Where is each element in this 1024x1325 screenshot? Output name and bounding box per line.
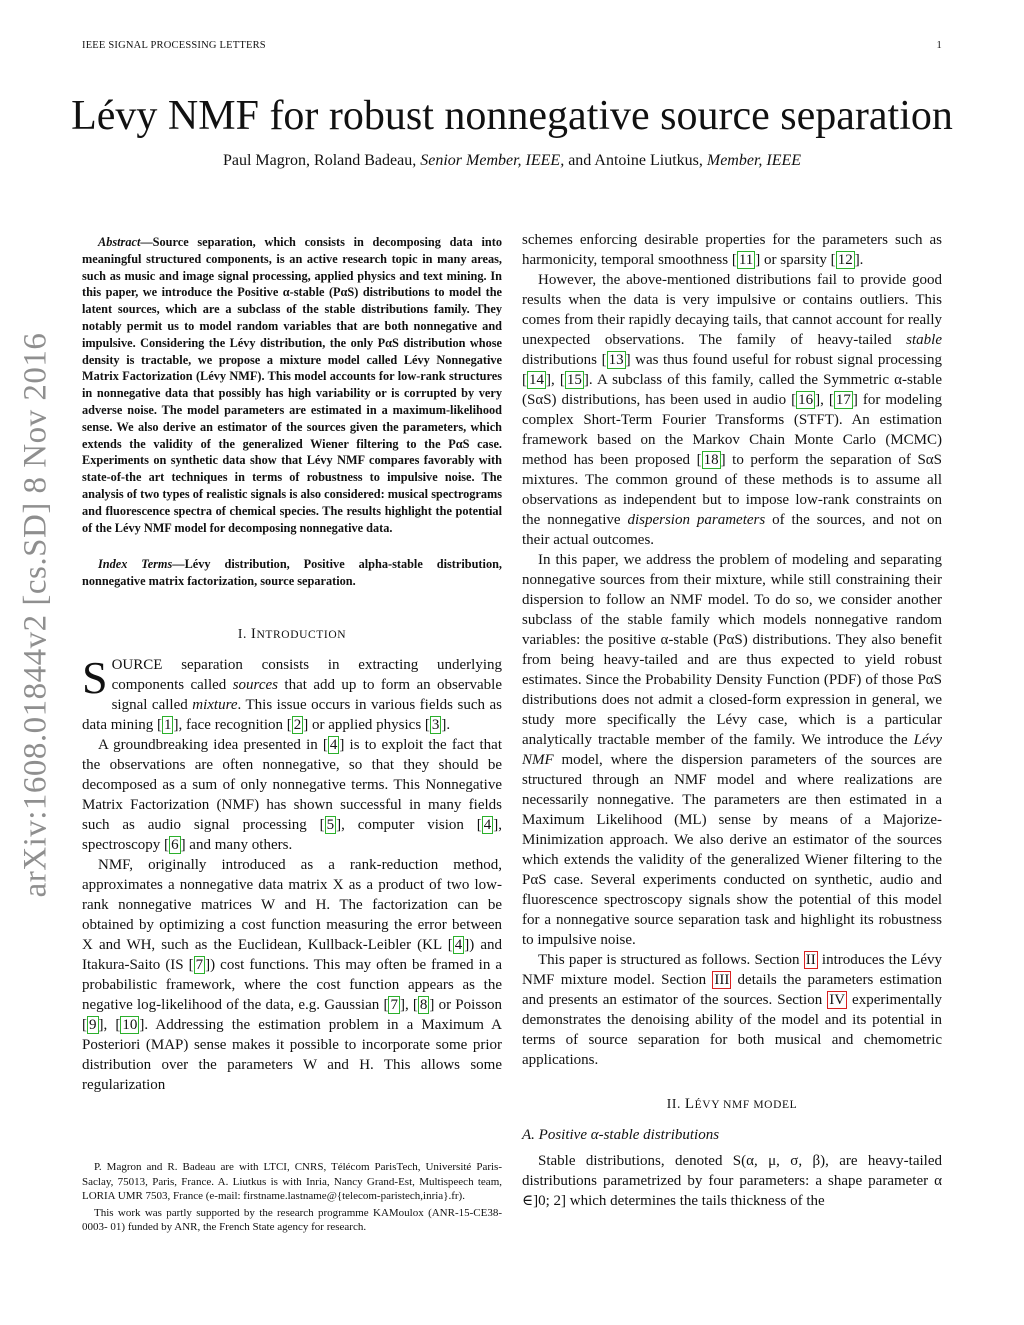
abstract-text: —Source separation, which consists in decomposing data into meaningful structured components, is an active research topic in many areas, such as music and image signal processing, applied physics and text mining. In this paper, we introduce the Positive α-stable (PαS) distributions to model the latent sources, which are a subclass of the stable distributions family. They notably permit us to model random variables that are both nonnegative and impulsive. Considering the Lévy distribution, the only PαS distribution whose density is tractable, we propose a mixture model called Lévy Nonnegative Matrix Factorization (Lévy NMF). This model accounts for low-rank structures in nonnegative data that possibly has high variability or is corrupted by very adverse noise. The model parameters are estimated in a maximum-likelihood sense. We also derive an estimator of the sources given the parameters, which extends the validity of the generalized Wiener filtering to the PαS case. Experiments on synthetic data show that Lévy NMF compares favorably with state-of-the art techniques in terms of robustness to impulsive noise. The analysis of two types of realistic signals is also considered: musical spectrograms and fluorescence spectra of chemical species. The results highlight the potential of the Lévy NMF model for decomposing nonnegative data. — [82, 235, 502, 535]
right-paragraph-2: In this paper, we address the problem of modeling and separating nonnegative sources from their mixture, while still constraining their dispersion to follow an NMF model. To do so, we consider another subclass of the stable family which models nonnegative random variables: the positive α-stable (PαS) distributions. They also benefit from being heavy-tailed and are thus expected to yield robust estimates. Since the Probability Density Function (PDF) of those PαS distributions does not admit a closed-form expression in general, we study more specifically the Lévy case, which is a particular analytically tractable member of the family. We introduce the Lévy NMF model, where the dispersion parameters of the sources are structured through an NMF model and where realizations are necessarily nonnegative. The parameters are then estimated in a Maximum Likelihood (ML) sense by means of a Majorize-Minimization approach. We also derive an estimator of the sources which extends the validity of the generalized Wiener filtering to the PαS case. Several experiments conducted on synthetic, audio and fluorescence spectroscopy signals show the potential of this model for a nonnegative source separation task and highlight its robustness to impulsive noise. — [522, 552, 942, 948]
citation-link[interactable]: 4 — [483, 816, 492, 833]
citation-link[interactable]: 17 — [835, 392, 851, 408]
footnote-funding: This work was partly supported by the research programme KAMoulox (ANR-15-CE38-0003- 01) funded by ANR, the French State agency for research. — [82, 1206, 502, 1233]
abstract-label: Abstract — [98, 235, 141, 249]
citation-link[interactable]: 7 — [195, 956, 204, 973]
arxiv-identifier[interactable]: arXiv:1608.01844v2 [cs.SD] 8 Nov 2016 — [17, 332, 54, 898]
index-terms-text: —Lévy distribution, Positive alpha-stable distribution, nonnegative matrix factorization, source separation. — [82, 557, 503, 589]
intro-paragraph-1: SOURCE separation consists in extracting underlying components called sources that add up to form an observable signal called mixture. This issue occurs in various fields such as data mining [ 1 ], face recognition [ 2 ] or applied physics [ 3 ]. — [82, 651, 503, 733]
section-heading-introduction: I. INTRODUCTION — [237, 625, 347, 642]
citation-link[interactable]: 4 — [329, 736, 338, 753]
subsection-heading: A. Positive α-stable distributions — [522, 1127, 720, 1143]
citation-link[interactable]: 5 — [326, 816, 335, 833]
right-paragraph-1: However, the above-mentioned distributions fail to provide good results when the data is very impulsive or contains outliers. This comes from their rapidly decaying tails, that cannot account for really unexpected observations. The family of heavy-tailed stable distributions [ 13 ] was thus found useful for robust signal processing [ 14 ], [ 15 ]. A subclass of this family, called the Symmetric α-stable (SαS) distributions, has been used in audio [ 16 ], [ 17 ] for modeling complex Short-Term Fourier Transforms (STFT). An estimation framework based on the Markov Chain Monte Carlo (MCMC) method has been proposed [ 18 ] to perform the separation of SαS mixtures. The common ground of these methods is to assume all observations as independent but to impose low-rank constraints on the nonnegative dispersion parameters of the sources, and not on their actual outcomes. — [522, 272, 943, 548]
footnote — [82, 1160, 502, 1237]
index-terms-label: Index Terms — [98, 557, 173, 572]
citation-link[interactable]: 6 — [171, 836, 179, 853]
intro-paragraph-3: NMF, originally introduced as a rank-reduction method, approximates a nonnegative data matrix X as a product of two low-rank nonnegative matrices W and H. The factorization can be obtained by optimizing a cost function measuring the error between X and WH, such as the Euclidean, Kullback-Leibler (KL [ 4 ]) and Itakura-Saito (IS [ 7 ]) cost functions. This may often be framed in a probabilistic framework, where the cost function appears as the negative log-likelihood of the data, e.g. Gaussian [ 7 ], [ 8 ] or Poisson [ 9 ], [ 10 ]. Addressing the estimation problem in a Maximum A Posteriori (MAP) sense makes it possible to incorporate some prior distribution over the parameters W and H. This allows some regularization — [82, 856, 502, 1093]
citation-link[interactable]: 1 — [163, 716, 172, 733]
citation-link[interactable]: 11 — [738, 252, 754, 268]
abstract — [82, 234, 502, 536]
drop-cap: S — [82, 651, 108, 703]
left-column — [82, 230, 502, 1095]
citation-link[interactable]: 10 — [122, 1016, 138, 1033]
authors-part1: Paul Magron, Roland Badeau, — [222, 152, 421, 169]
section-ref-link[interactable]: III — [714, 972, 730, 988]
right-paragraph-0: schemes enforcing desirable properties for the parameters such as harmonicity, temporal smoothness [ 11 ] or sparsity [ 12 ]. — [522, 232, 942, 268]
citation-link[interactable]: 4 — [454, 936, 463, 953]
paper-title: Lévy NMF for robust nonnegative source separation — [71, 93, 953, 139]
citation-link[interactable]: 18 — [703, 452, 719, 468]
running-header: IEEE SIGNAL PROCESSING LETTERS — [82, 40, 266, 51]
section-heading-levy-nmf-model: II. LÉVY NMF MODEL — [666, 1096, 798, 1112]
citation-link[interactable]: 9 — [89, 1016, 97, 1033]
index-terms — [82, 556, 502, 590]
right-paragraph-4: Stable distributions, denoted S(α, μ, σ, β), are heavy-tailed distributions parametrized by four parameters: a shape parameter α ∈]0; 2] which determines the tails thickness of the — [522, 1153, 942, 1209]
citation-link[interactable]: 7 — [390, 996, 398, 1013]
badeau-role: Senior Member, IEEE, — [420, 152, 565, 169]
right-column — [522, 230, 942, 1211]
section-ref-link[interactable]: II — [805, 952, 816, 968]
citation-link[interactable]: 14 — [529, 372, 544, 388]
arxiv-sidebar[interactable] — [14, 320, 58, 910]
author-list — [0, 152, 1024, 170]
intro-paragraph-2: A groundbreaking idea presented in [ 4 ] is to exploit the fact that the observations are often nonnegative, so that they should be decomposed as a sum of only nonnegative terms. This Nonnegative Matrix Factorization (NMF) has shown successful in many fields such as audio signal processing [ 5 ], computer vision [ 4 ], spectroscopy [ 6 ] and many others. — [82, 736, 503, 853]
citation-link[interactable]: 15 — [566, 372, 582, 388]
page-number: 1 — [936, 40, 942, 51]
liutkus-role: Member, IEEE — [706, 152, 802, 169]
citation-link[interactable]: 13 — [608, 352, 624, 368]
citation-link[interactable]: 12 — [837, 252, 853, 268]
authors-part2: and Antoine Liutkus, — [564, 152, 707, 169]
footnote-affiliation: P. Magron and R. Badeau are with LTCI, CNRS, Télécom ParisTech, Université Paris-Saclay, 75013, Paris, France. A. Liutkus is with Inria, Nancy Grand-Est, Multispeech team, LORIA UMR 7503, France (e-mail: firstname.lastname@{telecom-paristech,inria}.fr). — [82, 1161, 502, 1202]
citation-link[interactable]: 16 — [798, 392, 814, 408]
section-ref-link[interactable]: IV — [829, 992, 846, 1008]
citation-link[interactable]: 2 — [293, 716, 302, 733]
citation-link[interactable]: 3 — [431, 716, 440, 733]
citation-link[interactable]: 8 — [419, 996, 428, 1013]
right-paragraph-3: This paper is structured as follows. Section II introduces the Lévy NMF mixture model. Section III details the parameters estimation and presents an estimator of the sources. Section IV experimentally demonstrates the denoising ability of the model and its potential in terms of source separation for both musical and chemometric applications. — [522, 952, 943, 1068]
